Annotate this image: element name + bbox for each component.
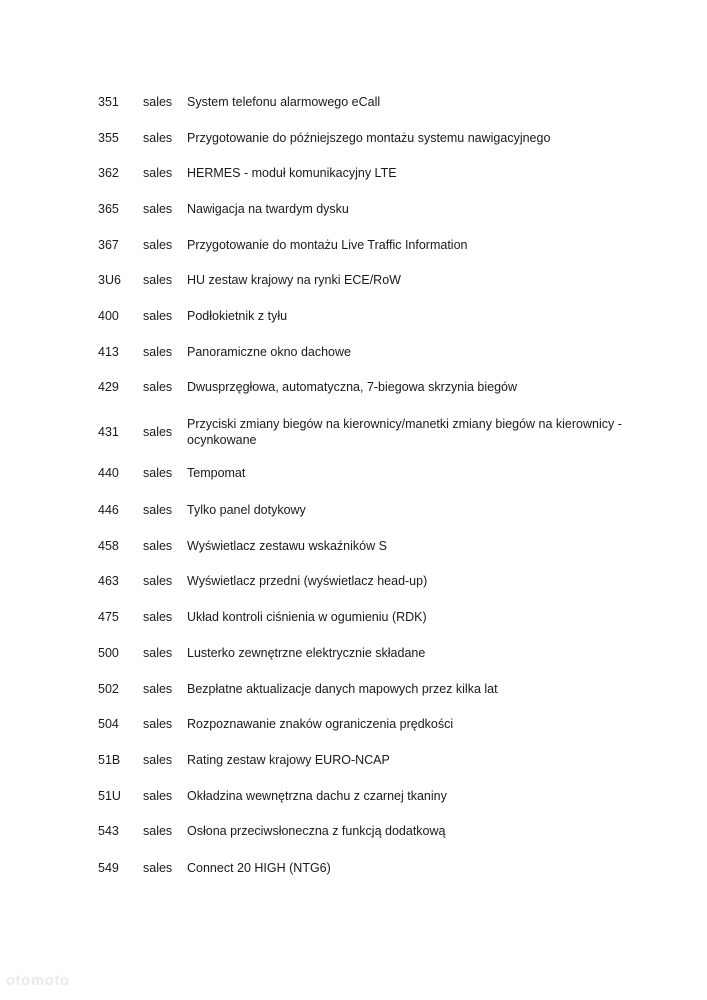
option-code: 400 [98, 309, 119, 323]
option-description: HU zestaw krajowy na rynki ECE/RoW [187, 273, 401, 287]
option-type: sales [143, 166, 173, 180]
option-code: 440 [98, 466, 119, 480]
option-type: sales [143, 646, 173, 660]
option-type: sales [143, 345, 173, 359]
option-type: sales [143, 717, 173, 731]
option-description: Wyświetlacz zestawu wskaźników S [187, 539, 387, 553]
option-description: Układ kontroli ciśnienia w ogumieniu (RDK) [187, 610, 427, 624]
option-description: Podłokietnik z tyłu [187, 309, 288, 323]
option-type: sales [143, 425, 173, 439]
option-code: 413 [98, 345, 119, 359]
option-description: Dwusprzęgłowa, automatyczna, 7-biegowa skrzynia biegów [187, 380, 518, 394]
option-code: 549 [98, 861, 119, 875]
option-type: sales [143, 238, 173, 252]
option-code: 463 [98, 574, 119, 588]
option-type: sales [143, 789, 173, 803]
option-description: Osłona przeciwsłoneczna z funkcją dodatkową [187, 824, 446, 838]
option-type: sales [143, 539, 173, 553]
option-description: Bezpłatne aktualizacje danych mapowych przez kilka lat [187, 682, 498, 696]
option-code: 504 [98, 717, 119, 731]
option-type: sales [143, 824, 173, 838]
option-code: 367 [98, 238, 119, 252]
option-code: 543 [98, 824, 119, 838]
option-description: Lusterko zewnętrzne elektrycznie składane [187, 646, 426, 660]
option-type: sales [143, 574, 173, 588]
option-type: sales [143, 202, 173, 216]
option-code: 365 [98, 202, 119, 216]
option-description: HERMES - moduł komunikacyjny LTE [187, 166, 397, 180]
option-description: Tylko panel dotykowy [187, 503, 306, 517]
option-type: sales [143, 273, 173, 287]
option-code: 502 [98, 682, 119, 696]
option-code: 355 [98, 131, 119, 145]
option-description: Tempomat [187, 466, 246, 480]
option-description: System telefonu alarmowego eCall [187, 95, 381, 109]
option-type: sales [143, 861, 173, 875]
option-code: 475 [98, 610, 119, 624]
option-code: 429 [98, 380, 119, 394]
option-description: Rozpoznawanie znaków ograniczenia prędkości [187, 717, 454, 731]
option-type: sales [143, 753, 173, 767]
option-type: sales [143, 95, 173, 109]
option-code: 500 [98, 646, 119, 660]
option-type: sales [143, 503, 173, 517]
option-type: sales [143, 309, 173, 323]
option-type: sales [143, 610, 173, 624]
option-type: sales [143, 131, 173, 145]
option-description: Rating zestaw krajowy EURO-NCAP [187, 753, 390, 767]
option-description: Okładzina wewnętrzna dachu z czarnej tkaniny [187, 789, 447, 803]
option-code: 51U [98, 789, 121, 803]
option-type: sales [143, 466, 173, 480]
option-description: Przygotowanie do montażu Live Traffic Information [187, 238, 468, 252]
option-description: Nawigacja na twardym dysku [187, 202, 349, 216]
watermark-logo: otomoto [6, 972, 70, 989]
option-type: sales [143, 380, 173, 394]
option-description: Panoramiczne okno dachowe [187, 345, 351, 359]
option-type: sales [143, 682, 173, 696]
option-code: 51B [98, 753, 121, 767]
option-description: Przyciski zmiany biegów na kierownicy/manetki zmiany biegów na kierownicy - ocynkowane [187, 417, 622, 447]
option-description: Connect 20 HIGH (NTG6) [187, 861, 331, 875]
option-code: 351 [98, 95, 119, 109]
option-code: 431 [98, 425, 119, 439]
option-code: 446 [98, 503, 119, 517]
option-code: 362 [98, 166, 119, 180]
option-description: Przygotowanie do późniejszego montażu systemu nawigacyjnego [187, 131, 551, 145]
option-code: 3U6 [98, 273, 121, 287]
option-code: 458 [98, 539, 119, 553]
option-description: Wyświetlacz przedni (wyświetlacz head-up) [187, 574, 428, 588]
